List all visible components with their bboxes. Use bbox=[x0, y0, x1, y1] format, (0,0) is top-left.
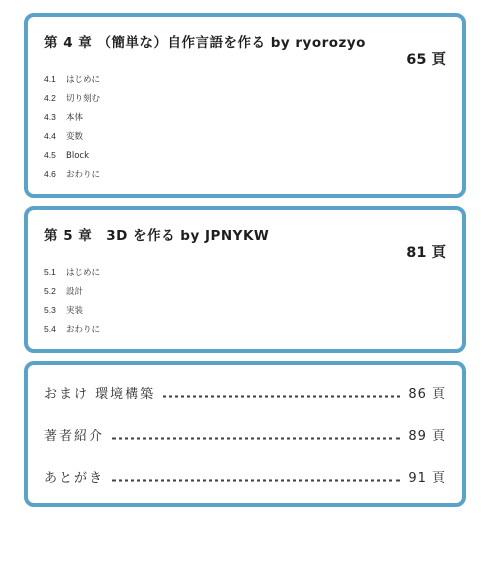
section-number: 5.3 bbox=[44, 305, 56, 315]
chapter-title: 第 5 章 3D を作る by JPNYKW bbox=[44, 228, 270, 244]
section-title: おわりに bbox=[66, 325, 101, 335]
section-number: 5.2 bbox=[44, 286, 56, 296]
dot-leader bbox=[112, 469, 400, 489]
section-item bbox=[44, 108, 100, 127]
section-number: 4.3 bbox=[44, 112, 56, 122]
chapter-4-box bbox=[24, 13, 466, 198]
section-item bbox=[44, 282, 100, 301]
entry-label: おまけ 環境構築 bbox=[44, 387, 156, 402]
section-number: 4.6 bbox=[44, 169, 56, 179]
extras-box bbox=[24, 361, 466, 507]
section-number: 5.4 bbox=[44, 324, 56, 334]
section-item bbox=[44, 301, 100, 320]
entry-label: 著者紹介 bbox=[44, 429, 105, 444]
section-item bbox=[44, 263, 100, 282]
toc-entry-authors bbox=[44, 427, 446, 447]
section-title: 設計 bbox=[66, 287, 84, 297]
section-item bbox=[44, 320, 100, 339]
section-number: 4.5 bbox=[44, 150, 56, 160]
dot-leader bbox=[163, 385, 400, 405]
section-list bbox=[44, 70, 100, 184]
chapter-title: 第 4 章 （簡単な）自作言語を作る by ryorozyo bbox=[44, 35, 366, 51]
section-title: 変数 bbox=[66, 132, 84, 142]
entry-page-number: 86 頁 bbox=[408, 387, 446, 402]
entry-page-number: 89 頁 bbox=[408, 429, 446, 444]
section-item bbox=[44, 70, 100, 89]
dot-leader bbox=[112, 427, 400, 447]
section-number: 5.1 bbox=[44, 267, 56, 277]
chapter-page-number: 65 頁 bbox=[406, 52, 446, 68]
section-number: 4.1 bbox=[44, 74, 56, 84]
section-item bbox=[44, 127, 100, 146]
section-item bbox=[44, 146, 100, 165]
entry-page-number: 91 頁 bbox=[408, 471, 446, 486]
section-title: 切り刻む bbox=[66, 94, 101, 104]
section-item bbox=[44, 89, 100, 108]
section-list bbox=[44, 263, 100, 339]
section-title: 実装 bbox=[66, 306, 84, 316]
chapter-page-number: 81 頁 bbox=[406, 245, 446, 261]
section-title: はじめに bbox=[66, 268, 101, 278]
section-title: 本体 bbox=[66, 113, 84, 123]
chapter-5-box bbox=[24, 206, 466, 353]
toc-entry-setup bbox=[44, 385, 446, 405]
section-number: 4.4 bbox=[44, 131, 56, 141]
section-title: はじめに bbox=[66, 75, 101, 85]
section-item bbox=[44, 165, 100, 184]
section-number: 4.2 bbox=[44, 93, 56, 103]
toc-entry-afterword bbox=[44, 469, 446, 489]
section-title: Block bbox=[66, 151, 89, 161]
entry-label: あとがき bbox=[44, 471, 105, 486]
section-title: おわりに bbox=[66, 170, 101, 180]
